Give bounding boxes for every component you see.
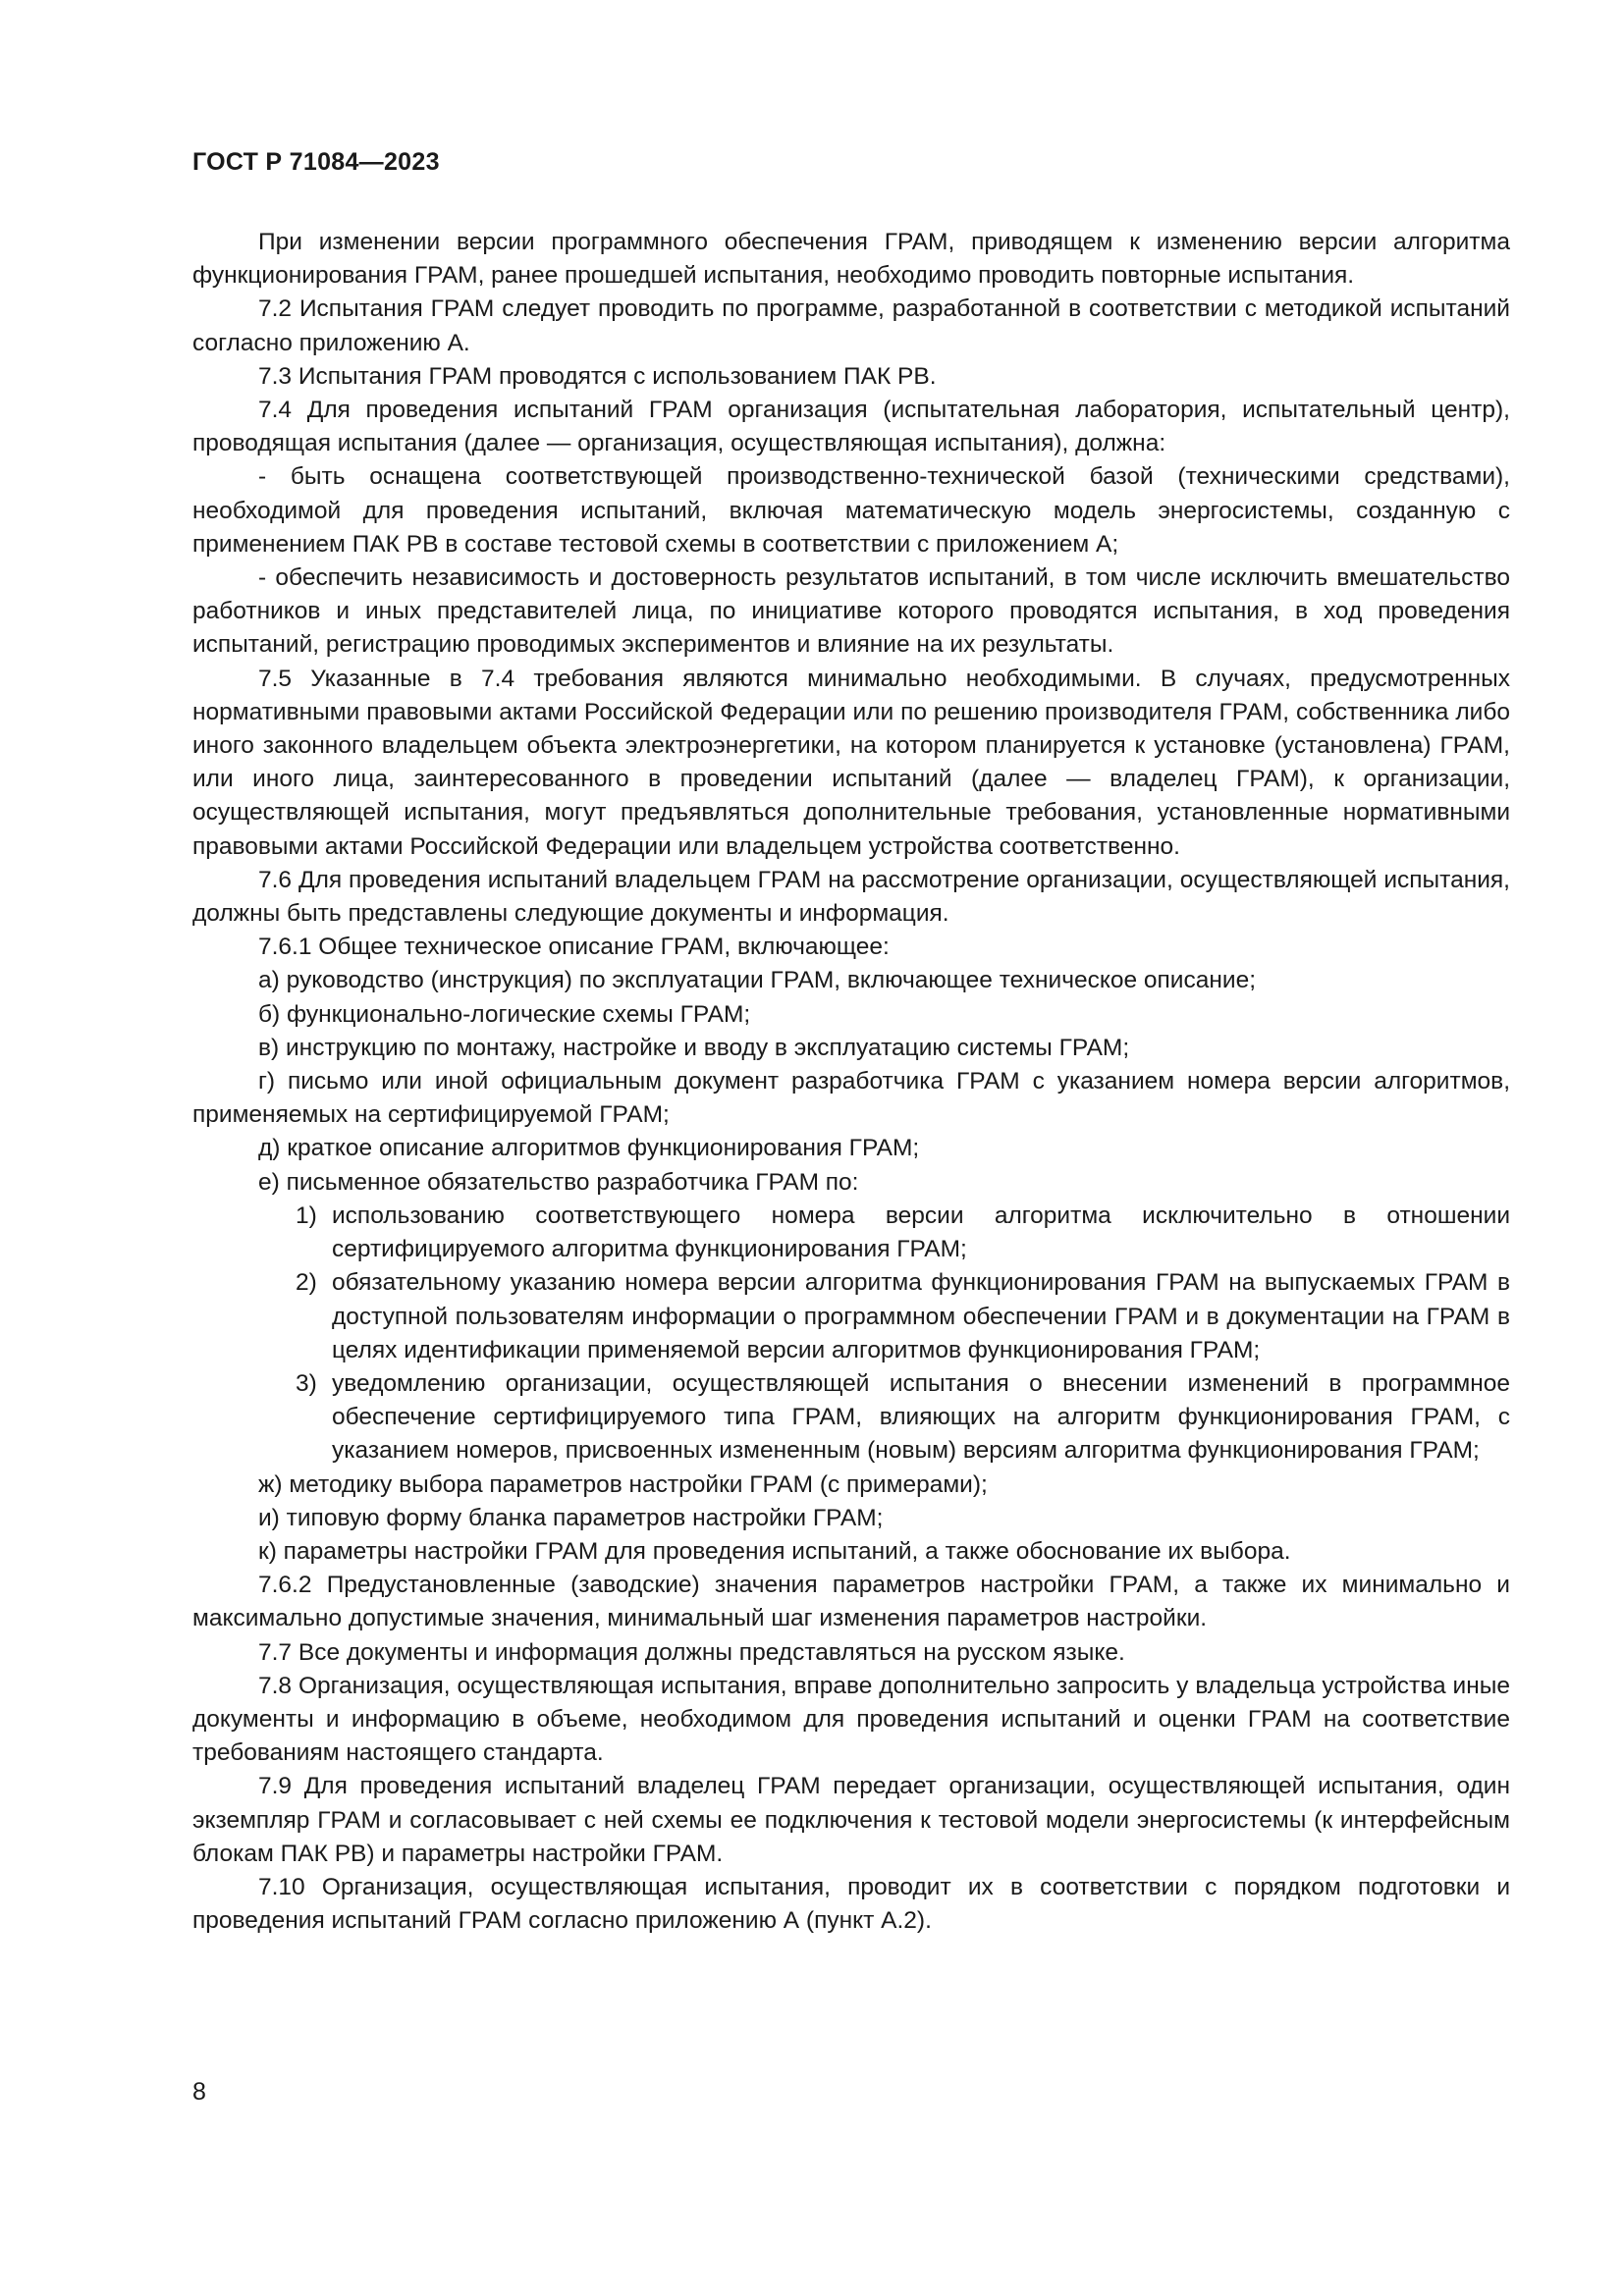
paragraph: 7.8 Организация, осуществляющая испытания, вправе дополнительно запросить у владельца устройства иные документы и информацию в объеме, необходимом для проведения испытаний и оценки ГРАМ на соответствие требованиям настоящего стандарта. [192,1672,1510,1767]
document-body [192,226,1510,1938]
item-number: 1) [296,1201,317,1229]
paragraph: 7.2 Испытания ГРАМ следует проводить по программе, разработанной в соответствии с методикой испытаний согласно приложению А. [192,295,1510,356]
list-item: а) руководство (инструкция) по эксплуатации ГРАМ, включающее техническое описание; [258,967,1257,994]
list-item: б) функционально-логические схемы ГРАМ; [258,1000,751,1028]
paragraph: 7.7 Все документы и информация должны представляться на русском языке. [258,1638,1125,1666]
item-number: 3) [296,1369,317,1397]
paragraph: 7.10 Организация, осуществляющая испытания, проводит их в соответствии с порядком подготовки и проведения испытаний ГРАМ согласно приложению А (пункт А.2). [192,1873,1510,1935]
list-item: ж) методику выбора параметров настройки ГРАМ (с примерами); [258,1470,988,1498]
paragraph: 7.6.2 Предустановленные (заводские) значения параметров настройки ГРАМ, а также их минимально и максимально допустимые значения, минимальный шаг изменения параметров настройки. [192,1572,1510,1632]
list-item: в) инструкцию по монтажу, настройке и вводу в эксплуатацию системы ГРАМ; [258,1034,1130,1061]
list-item: и) типовую форму бланка параметров настройки ГРАМ; [258,1504,884,1531]
paragraph: 7.5 Указанные в 7.4 требования являются минимально необходимыми. В случаях, предусмотренных нормативными правовыми актами Российской Федерации или по решению производителя ГРАМ, собственника либо иного законного владельцем объекта электроэнергетики, на котором планируется к установке (установлена) ГРАМ, или иного лица, заинтересованного в проведении испытаний (далее — владелец ГРАМ), к организации, осуществляющей испытания, могут предъявляться дополнительные требования, установленные нормативными правовыми актами Российской Федерации или владельцем устройства соответственно. [192,665,1510,860]
item-text: обязательному указанию номера версии алгоритма функционирования ГРАМ на выпускаемых ГРАМ в доступной пользователям информации о программном обеспечении ГРАМ и в документации на ГРАМ в целях идентификации применяемой версии алгоритмов функционирования ГРАМ; [332,1269,1510,1363]
page-number: 8 [192,2078,206,2106]
document-header: ГОСТ Р 71084—2023 [192,148,440,176]
list-item: д) краткое описание алгоритмов функционирования ГРАМ; [258,1135,920,1162]
paragraph: При изменении версии программного обеспечения ГРАМ, приводящем к изменению версии алгоритма функционирования ГРАМ, ранее прошедшей испытания, необходимо проводить повторные испытания. [192,229,1510,290]
item-text: использованию соответствующего номера версии алгоритма исключительно в отношении сертифицируемого алгоритма функционирования ГРАМ; [332,1201,1510,1263]
paragraph: 7.4 Для проведения испытаний ГРАМ организация (испытательная лаборатория, испытательный центр), проводящая испытания (далее — организация, осуществляющая испытания), должна: [192,397,1510,457]
item-text: уведомлению организации, осуществляющей испытания о внесении изменений в программное обеспечение сертифицируемого типа ГРАМ, влияющих на алгоритм функционирования ГРАМ, с указанием номеров, присвоенных измененным (новым) версиям алгоритма функционирования ГРАМ; [332,1369,1510,1465]
paragraph: 7.6.1 Общее техническое описание ГРАМ, включающее: [258,934,890,961]
numbered-item [192,1200,1510,1266]
paragraph: 7.3 Испытания ГРАМ проводятся с использованием ПАК РВ. [258,362,937,390]
numbered-item [192,1367,1510,1468]
numbered-item [192,1266,1510,1367]
paragraph: 7.6 Для проведения испытаний владельцем ГРАМ на рассмотрение организации, осуществляющей испытания, должны быть представлены следующие документы и информация. [192,866,1510,928]
paragraph: - быть оснащена соответствующей производственно-технической базой (техническими средствами), необходимой для проведения испытаний, включая математическую модель энергосистемы, созданную с применением ПАК РВ в составе тестовой схемы в соответствии с приложением А; [192,463,1510,558]
item-number: 2) [296,1269,317,1297]
list-item: е) письменное обязательство разработчика ГРАМ по: [258,1168,859,1196]
list-item: г) письмо или иной официальным документ разработчика ГРАМ с указанием номера версии алгоритмов, применяемых на сертифицируемой ГРАМ; [192,1068,1510,1129]
paragraph: 7.9 Для проведения испытаний владелец ГРАМ передает организации, осуществляющей испытания, один экземпляр ГРАМ и согласовывает с ней схемы ее подключения к тестовой модели энергосистемы (к интерфейсным блокам ПАК РВ) и параметры настройки ГРАМ. [192,1773,1510,1867]
paragraph: - обеспечить независимость и достоверность результатов испытаний, в том числе исключить вмешательство работников и иных представителей лица, по инициативе которого проводятся испытания, в ход проведения испытаний, регистрацию проводимых экспериментов и влияние на их результаты. [192,564,1510,659]
list-item: к) параметры настройки ГРАМ для проведения испытаний, а также обоснование их выбора. [258,1537,1291,1565]
